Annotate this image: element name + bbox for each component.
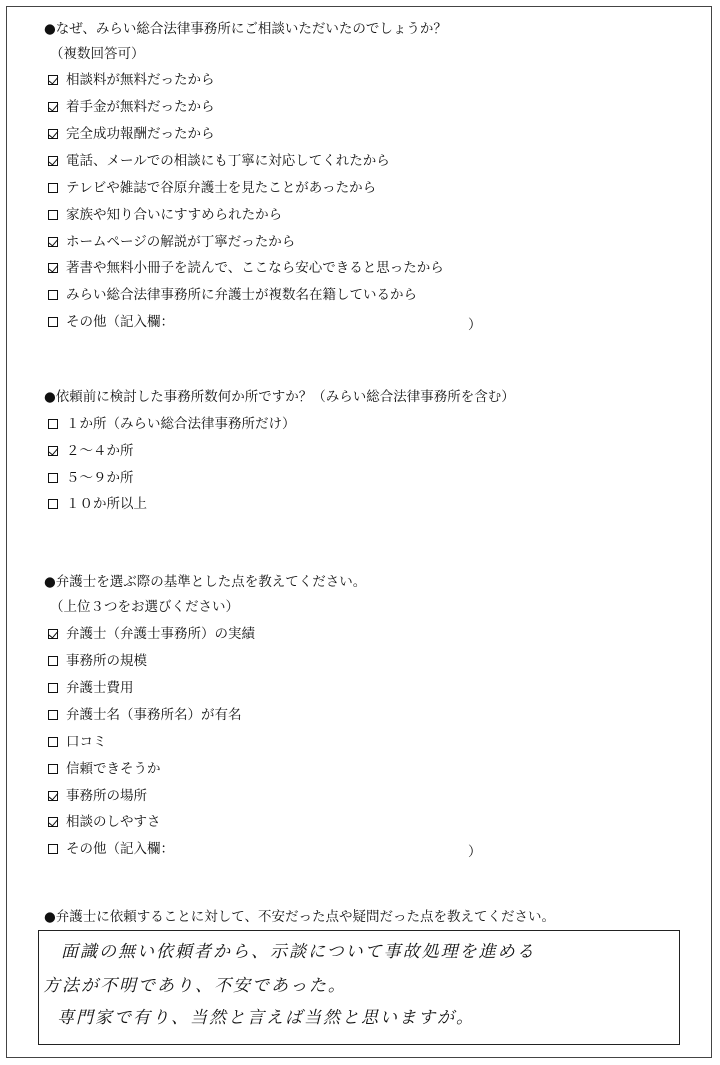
checkbox-checked[interactable] xyxy=(48,102,58,112)
q1-option-7[interactable]: ホームページの解説が丁寧だったから xyxy=(48,233,295,251)
checkbox-unchecked[interactable] xyxy=(48,764,58,774)
question-3-title: ●弁護士を選ぶ際の基準とした点を教えてください。 xyxy=(44,574,367,590)
checkbox-unchecked[interactable] xyxy=(48,183,58,193)
q3-option-4[interactable]: 弁護士名（事務所名）が有名 xyxy=(48,706,242,724)
question-1-subtitle: （複数回答可） xyxy=(50,46,145,62)
q1-other-close-paren: ） xyxy=(468,317,482,333)
checkbox-checked[interactable] xyxy=(48,75,58,85)
q2-option-1[interactable]: １か所（みらい総合法律事務所だけ） xyxy=(48,415,296,433)
question-2-title: ●依頼前に検討した事務所数何か所ですか？（みらい総合法律事務所を含む） xyxy=(44,389,515,405)
checkbox-unchecked[interactable] xyxy=(48,419,58,429)
checkbox-unchecked[interactable] xyxy=(48,710,58,720)
checkbox-unchecked[interactable] xyxy=(48,473,58,483)
q1-option-9[interactable]: みらい総合法律事務所に弁護士が複数名在籍しているから xyxy=(48,286,417,304)
checkbox-checked[interactable] xyxy=(48,817,58,827)
q3-option-8[interactable]: 相談のしやすさ xyxy=(48,813,161,831)
question-4-title: ●弁護士に依頼することに対して、不安だった点や疑問だった点を教えてください。 xyxy=(44,909,556,925)
checkbox-checked[interactable] xyxy=(48,446,58,456)
checkbox-unchecked[interactable] xyxy=(48,656,58,666)
q3-option-6[interactable]: 信頼できそうか xyxy=(48,760,161,778)
checkbox-checked[interactable] xyxy=(48,263,58,273)
q2-option-4[interactable]: １０か所以上 xyxy=(48,495,147,513)
q1-option-2[interactable]: 着手金が無料だったから xyxy=(48,98,215,116)
handwritten-answer-line-2: 方法が不明であり、不安であった。 xyxy=(43,976,347,996)
q3-option-7[interactable]: 事務所の場所 xyxy=(48,787,147,805)
q3-option-3[interactable]: 弁護士費用 xyxy=(48,679,134,697)
checkbox-unchecked[interactable] xyxy=(48,844,58,854)
checkbox-unchecked[interactable] xyxy=(48,683,58,693)
q3-option-1[interactable]: 弁護士（弁護士事務所）の実績 xyxy=(48,625,255,643)
checkbox-unchecked[interactable] xyxy=(48,210,58,220)
checkbox-unchecked[interactable] xyxy=(48,499,58,509)
q1-option-6[interactable]: 家族や知り合いにすすめられたから xyxy=(48,206,282,224)
q1-option-3[interactable]: 完全成功報酬だったから xyxy=(48,125,215,143)
checkbox-checked[interactable] xyxy=(48,237,58,247)
q3-option-5[interactable]: 口コミ xyxy=(48,733,107,751)
q1-option-8[interactable]: 著書や無料小冊子を読んで、ここなら安心できると思ったから xyxy=(48,259,444,277)
free-answer-box[interactable] xyxy=(38,930,680,1045)
checkbox-checked[interactable] xyxy=(48,129,58,139)
checkbox-checked[interactable] xyxy=(48,791,58,801)
checkbox-unchecked[interactable] xyxy=(48,317,58,327)
handwritten-answer-line-3: 専門家で有り、当然と言えば当然と思いますが。 xyxy=(57,1008,475,1028)
q3-other-close-paren: ） xyxy=(468,844,482,860)
q3-option-other[interactable]: その他（記入欄： xyxy=(48,840,174,858)
question-3-subtitle: （上位３つをお選びください） xyxy=(50,599,239,615)
q1-option-5[interactable]: テレビや雑誌で谷原弁護士を見たことがあったから xyxy=(48,179,376,197)
checkbox-checked[interactable] xyxy=(48,156,58,166)
q1-option-1[interactable]: 相談料が無料だったから xyxy=(48,71,215,89)
checkbox-unchecked[interactable] xyxy=(48,290,58,300)
q3-option-2[interactable]: 事務所の規模 xyxy=(48,652,147,670)
checkbox-unchecked[interactable] xyxy=(48,737,58,747)
checkbox-checked[interactable] xyxy=(48,629,58,639)
handwritten-answer-line-1: 面識の無い依頼者から、示談について事故処理を進める xyxy=(61,942,536,962)
q1-option-other[interactable]: その他（記入欄： xyxy=(48,313,174,331)
q2-option-3[interactable]: ５～９か所 xyxy=(48,469,134,487)
question-1-title: ●なぜ、みらい総合法律事務所にご相談いただいたのでしょうか？ xyxy=(44,21,447,37)
q2-option-2[interactable]: ２～４か所 xyxy=(48,442,134,460)
q1-option-4[interactable]: 電話、メールでの相談にも丁寧に対応してくれたから xyxy=(48,152,390,170)
